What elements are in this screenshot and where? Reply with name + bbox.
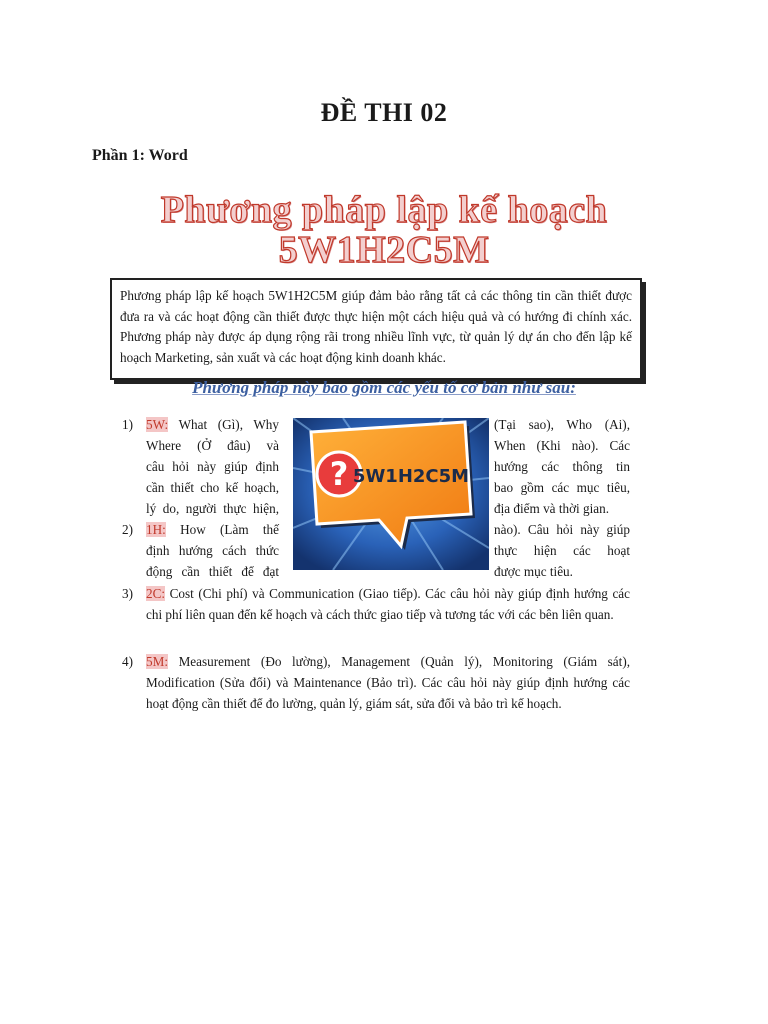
item-2-number: 2) — [122, 522, 133, 537]
item-2-key: 1H: — [146, 522, 166, 537]
wordart-title-line-2: 5W1H2C5M — [278, 229, 490, 271]
item-2-left-line-2: định hướng cách thức — [146, 543, 279, 558]
question-speech-bubble-icon — [293, 418, 489, 570]
item-1-left-line-3: câu hỏi này giúp định — [146, 459, 279, 474]
item-2-right-line-3: được mục tiêu. — [494, 564, 573, 579]
item-1-right-line-5: địa điểm và thời gian. — [494, 501, 610, 516]
item-1-right-line-1: (Tại sao), Who (Ai), — [494, 417, 630, 432]
item-2-left-line-3: động cần thiết để đạt — [146, 564, 279, 579]
item-2-right-line-1: nào). Câu hỏi này giúp — [494, 522, 630, 537]
item-1-number: 1) — [122, 417, 133, 432]
subtitle: Phương pháp này bao gồm các yếu tố cơ bản như sau: — [192, 378, 576, 397]
item-1-left-line-1: 5W: What (Gì), Why — [146, 417, 279, 432]
intro-paragraph-box: Phương pháp lập kế hoạch 5W1H2C5M giúp đảm bảo rằng tất cả các thông tin cần thiết được đưa ra và các hoạt động cần thiết được thực hiện một cách hiệu quả và có hướng đi chính xác. Phương pháp này được áp dụng rộng rãi trong nhiều lĩnh vực, từ quản lý dự án cho đến lập kế hoạch Marketing, sản xuất và các hoạt động kinh doanh khác. — [110, 278, 642, 380]
5w1h2c5m-graphic — [293, 418, 489, 570]
item-1-right-column — [494, 414, 630, 519]
item-2-left-column — [146, 519, 279, 582]
graphic-label: 5W1H2C5M — [352, 466, 470, 487]
item-2-left-line-1: 1H: How (Làm thế — [146, 522, 280, 537]
svg-text:?: ? — [329, 455, 349, 493]
section-label: Phần 1: Word — [92, 147, 188, 164]
item-4-body: Measurement (Đo lường), Management (Quản lý), Monitoring (Giám sát), Modification (Sửa đổi) và Maintenance (Bảo trì). Các câu hỏi này giúp định hướng các hoạt động cần thiết để đo lường, quản lý, giám sát, sửa đổi và bảo trì kế hoạch. — [146, 654, 631, 711]
item-1-key: 5W: — [146, 417, 169, 432]
item-4-number: 4) — [122, 654, 133, 669]
item-3-number: 3) — [122, 586, 133, 601]
item-1-right-line-3: hướng các thông tin — [494, 459, 630, 474]
item-1-left-line-4: cần thiết cho kế hoạch, — [146, 480, 279, 495]
item-3-text — [146, 583, 630, 625]
wordart-title-line-1: Phương pháp lập kế hoạch — [160, 189, 608, 231]
item-3-key: 2C: — [146, 586, 166, 601]
item-4-text — [146, 651, 630, 714]
item-1-right-line-2: When (Khi nào). Các — [494, 438, 630, 453]
item-1-left-column — [146, 414, 279, 519]
item-1-right-line-4: bao gồm các mục tiêu, — [494, 480, 630, 495]
item-2-right-column — [494, 519, 630, 582]
item-4-key: 5M: — [146, 654, 168, 669]
exam-title: ĐỀ THI 02 — [320, 98, 448, 127]
item-1-left-line-5: lý do, người thực hiện, — [146, 501, 279, 516]
item-3-body: Cost (Chi phí) và Communication (Giao tiếp). Các câu hỏi này giúp định hướng các chi phí liên quan đến kế hoạch và cách thức giao tiếp và tương tác với các bên liên quan. — [146, 586, 630, 622]
item-1-left-line-2: Where (Ở đâu) và — [146, 438, 279, 453]
item-2-right-line-2: thực hiện các hoạt — [494, 543, 630, 558]
